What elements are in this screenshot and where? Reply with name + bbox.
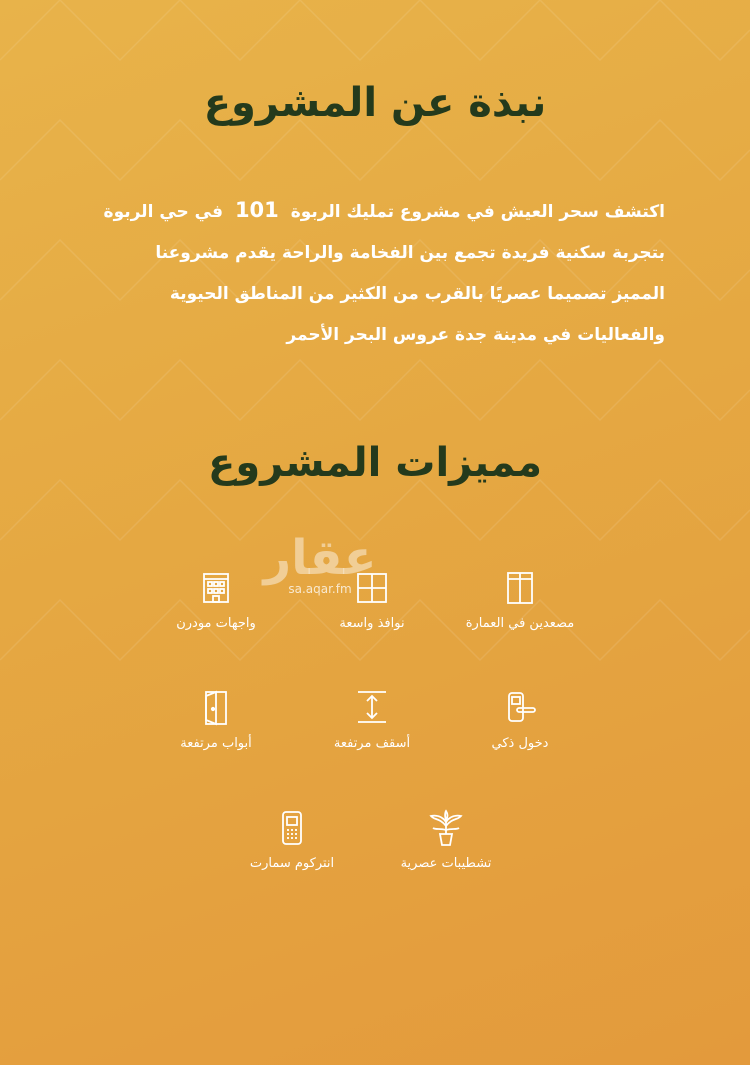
door-icon — [196, 688, 236, 728]
plant-icon — [426, 808, 466, 848]
intercom-icon — [272, 808, 312, 848]
feature-label: نوافذ واسعة — [339, 616, 405, 631]
feature-high-ceilings — [282, 688, 462, 751]
feature-label: مصعدين في العمارة — [465, 616, 575, 631]
feature-facades — [126, 568, 306, 631]
feature-intercom — [202, 808, 382, 871]
ceiling-height-icon — [352, 688, 392, 728]
building-icon — [196, 568, 236, 608]
feature-high-doors — [126, 688, 306, 751]
watermark-url: sa.aqar.fm — [288, 582, 352, 596]
feature-label: دخول ذكي — [491, 736, 549, 751]
feature-windows — [282, 568, 462, 631]
feature-label: واجهات مودرن — [176, 616, 256, 631]
feature-label: أسقف مرتفعة — [333, 736, 411, 751]
about-line-4: والفعاليات في مدينة جدة عروس البحر الأحمر — [286, 325, 665, 345]
about-title: نبذة عن المشروع — [203, 80, 547, 126]
feature-label: أبواب مرتفعة — [180, 736, 252, 751]
features-title: مميزات المشروع — [208, 440, 542, 486]
window-icon — [352, 568, 392, 608]
about-line-3: المميز تصميما عصريًا بالقرب من الكثير من المناطق الحيوية — [169, 284, 665, 304]
watermark-brand: عقار — [263, 530, 377, 586]
feature-label: تشطيبات عصرية — [400, 856, 492, 871]
feature-finishes — [356, 808, 536, 871]
feature-label: انتركوم سمارت — [249, 856, 335, 871]
about-paragraph — [90, 190, 665, 356]
elevator-icon — [500, 568, 540, 608]
smart-lock-icon — [500, 688, 540, 728]
about-line-1: اكتشف سحر العيش في مشروع تمليك الربوة 101 في حي الربوة — [103, 198, 665, 222]
about-line-2: بتجربة سكنية فريدة تجمع بين الفخامة والراحة يقدم مشروعنا — [155, 243, 665, 263]
